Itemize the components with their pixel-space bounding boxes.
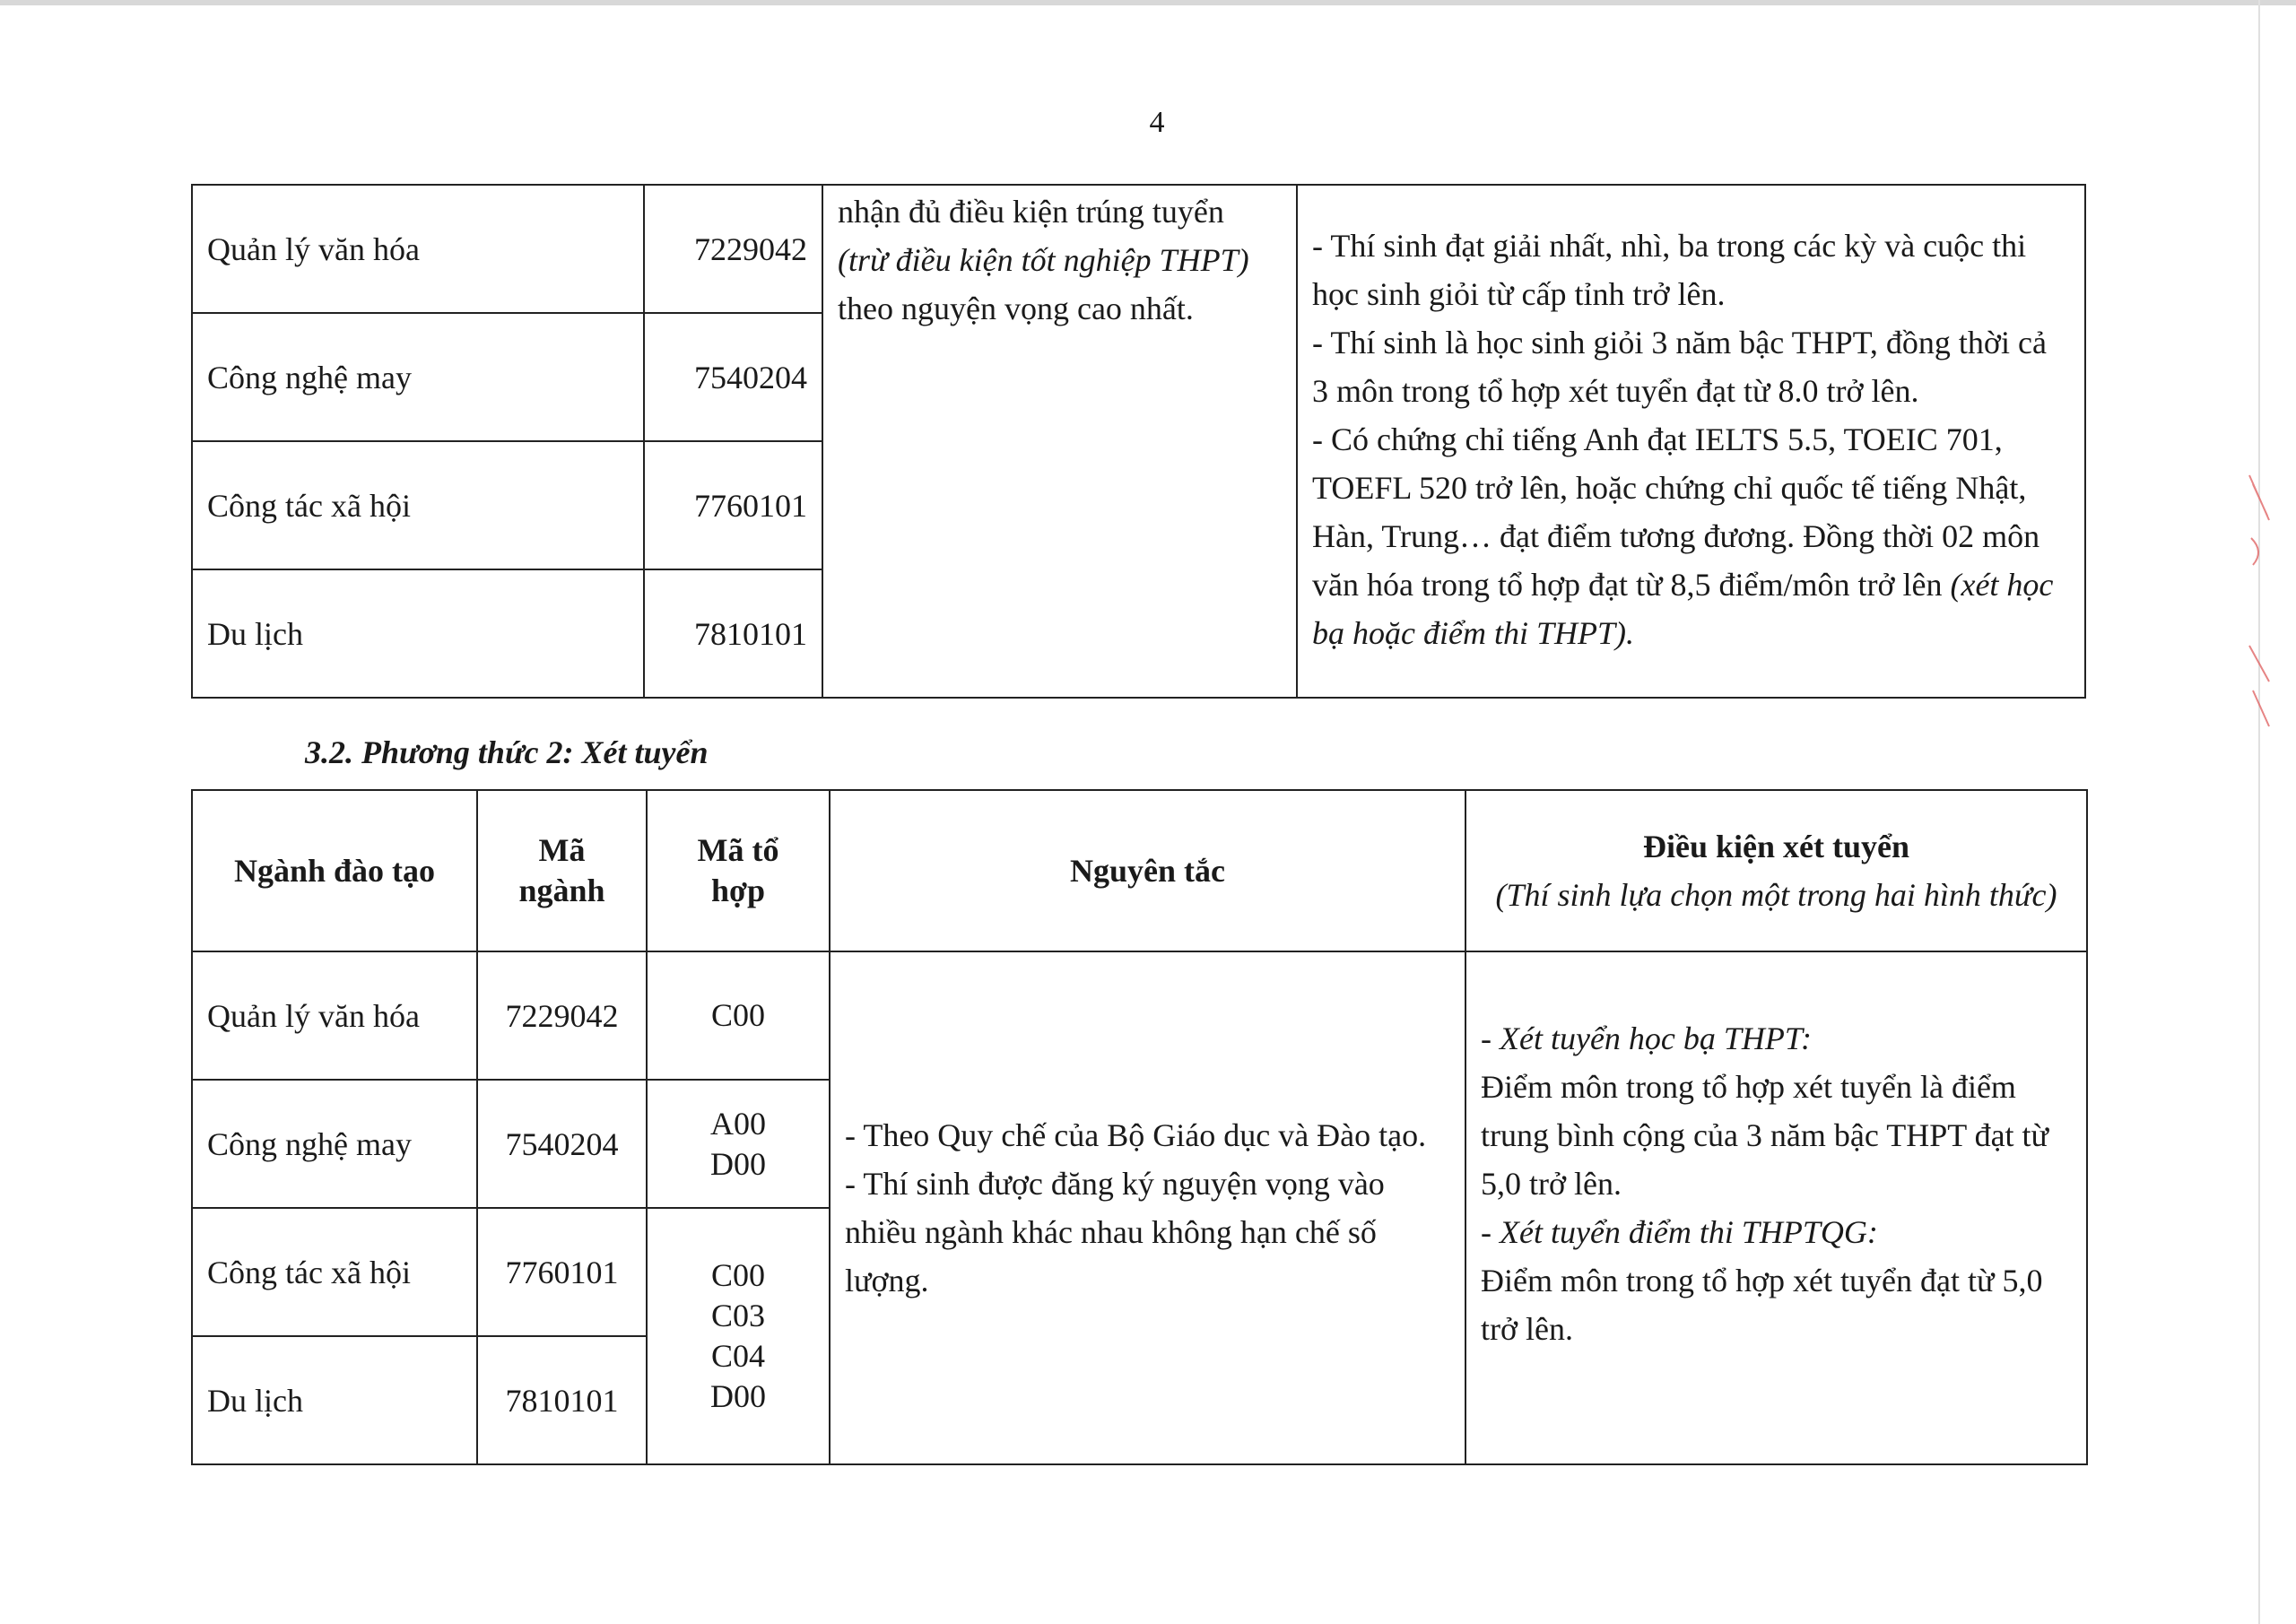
admission-table-method-1-continued [191,184,2086,699]
major-name: Quản lý văn hóa [192,185,644,313]
major-code: 7810101 [644,569,822,698]
combo-code: A00 [710,1105,766,1142]
condition-paragraph: - Thí sinh là học sinh giỏi 3 năm bậc THPT, đồng thời cả 3 môn trong tổ hợp xét tuyển đạt từ 8.0 trở lên. [1312,325,2047,409]
combo-code-list [647,1080,830,1208]
header-major: Ngành đào tạo [192,790,477,951]
header-condition-subtitle: (Thí sinh lựa chọn một trong hai hình thức) [1495,877,2057,913]
header-combo-line: hợp [711,873,765,908]
condition-cell [1297,185,2085,698]
condition-heading: - Xét tuyển điểm thi THPTQG: [1481,1214,1878,1250]
header-combo-line: Mã tổ [697,832,779,868]
principle-paragraph: - Theo Quy chế của Bộ Giáo dục và Đào tạo. [845,1117,1427,1153]
major-name: Quản lý văn hóa [192,951,477,1080]
major-code: 7229042 [477,951,647,1080]
header-code [477,790,647,951]
major-name: Công tác xã hội [192,1208,477,1336]
major-name: Du lịch [192,1336,477,1464]
header-principle: Nguyên tắc [830,790,1465,951]
condition-paragraph: - Có chứng chỉ tiếng Anh đạt IELTS 5.5, TOEIC 701, TOEFL 520 trở lên, hoặc chứng chỉ quốc tế tiếng Nhật, Hàn, Trung… đạt điểm tương đương. Đồng thời 02 môn văn hóa trong tổ hợp đạt từ 8,5 điểm/môn trở lên [1312,421,2040,603]
principle-line-italic: (trừ điều kiện tốt nghiệp THPT) [838,242,1249,278]
header-code-line: ngành [518,873,605,908]
header-code-line: Mã [538,832,586,868]
condition-spacer [1481,1353,2072,1402]
major-name: Công nghệ may [192,313,644,441]
combo-code-list [647,1208,830,1464]
condition-heading: - Xét tuyển học bạ THPT: [1481,1020,1812,1056]
major-code: 7229042 [644,185,822,313]
red-stamp-mark [2242,466,2278,742]
stamp-strokes [2242,466,2278,735]
condition-paragraph-italic: (xét học bạ hoặc điểm thi THPT). [1312,567,2054,651]
admission-table-method-2 [191,789,2088,1465]
major-code: 7540204 [644,313,822,441]
table-row [192,185,2085,313]
scan-top-edge [0,0,2296,5]
major-code: 7540204 [477,1080,647,1208]
principle-line: nhận đủ điều kiện trúng tuyển [838,194,1224,230]
condition-paragraph: Điểm môn trong tổ hợp xét tuyển đạt từ 5,0 trở lên. [1481,1263,2043,1347]
combo-code: C04 [710,1338,765,1374]
combo-code: C00 [647,951,830,1080]
condition-cell [1465,951,2087,1464]
header-condition [1465,790,2087,951]
section-heading: 3.2. Phương thức 2: Xét tuyển [305,734,709,770]
principle-cell [822,185,1297,698]
header-condition-title: Điều kiện xét tuyển [1643,829,1909,864]
combo-code: C00 [710,1257,765,1293]
condition-paragraph: Điểm môn trong tổ hợp xét tuyển là điểm trung bình cộng của 3 năm bậc THPT đạt từ 5,0 trở lên. [1481,1069,2049,1202]
major-code: 7810101 [477,1336,647,1464]
page-number: 4 [1149,106,1165,139]
table-header-row [192,790,2087,951]
header-combo [647,790,830,951]
principle-paragraph: - Thí sinh được đăng ký nguyện vọng vào nhiều ngành khác nhau không hạn chế số lượng. [845,1166,1385,1298]
major-name: Công tác xã hội [192,441,644,569]
major-code: 7760101 [644,441,822,569]
principle-cell [830,951,1465,1464]
table-row [192,951,2087,1080]
condition-paragraph: - Thí sinh đạt giải nhất, nhì, ba trong các kỳ và cuộc thi học sinh giỏi từ cấp tỉnh trở lên. [1312,228,2027,312]
combo-code: D00 [710,1145,766,1182]
scan-right-edge [2258,0,2260,1624]
combo-code: C03 [710,1298,765,1333]
combo-code: D00 [710,1378,766,1414]
major-code: 7760101 [477,1208,647,1336]
principle-line: theo nguyện vọng cao nhất. [838,291,1194,326]
major-name: Công nghệ may [192,1080,477,1208]
major-name: Du lịch [192,569,644,698]
